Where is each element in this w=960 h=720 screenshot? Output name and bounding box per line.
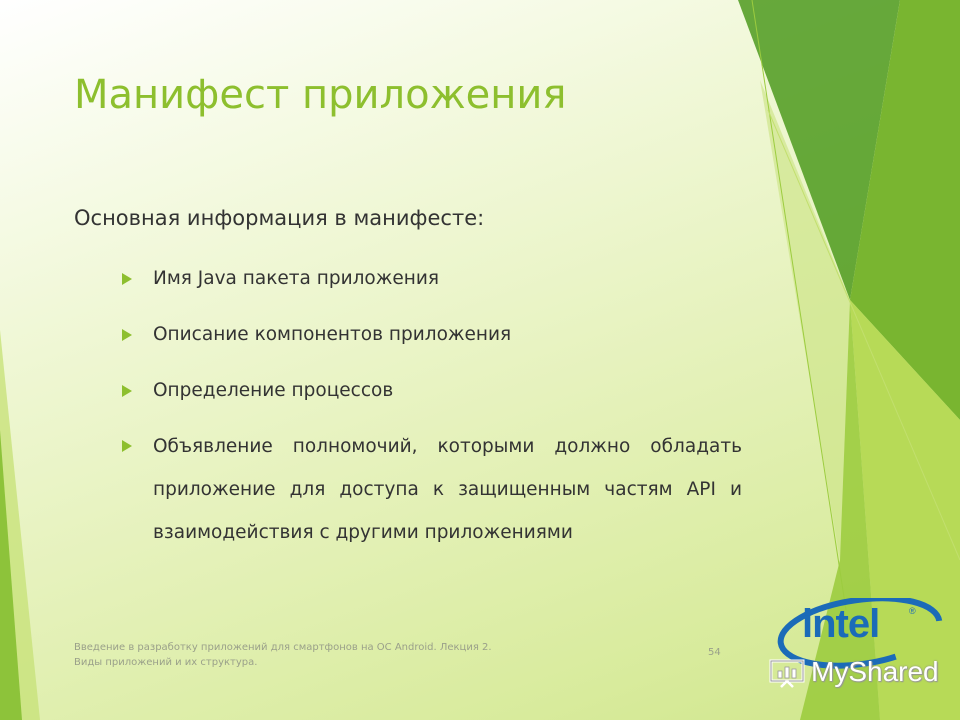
bullet-text: Определение процессов — [153, 380, 394, 401]
bullet-text: Объявление полномочий, которыми должно обладать приложение для доступа к защищенным частям API и взаимодействия с другими приложениями — [153, 436, 742, 543]
presentation-chart-icon — [769, 658, 805, 688]
list-item — [122, 320, 742, 349]
triangle-right-icon — [122, 440, 132, 452]
footer-line-1: Введение в разработку приложений для смартфонов на ОС Android. Лекция 2. — [74, 642, 492, 653]
page-number: 54 — [708, 647, 721, 658]
slide-title: Манифест приложения — [74, 72, 567, 118]
footer-text — [74, 640, 554, 670]
list-item — [122, 264, 742, 293]
triangle-right-icon — [122, 329, 132, 341]
bullet-text: Описание компонентов приложения — [153, 324, 512, 345]
intel-wordmark: intel — [802, 602, 880, 646]
bullet-list — [122, 264, 742, 581]
myshared-text: MyShared — [811, 656, 939, 687]
intel-logo — [765, 598, 945, 698]
myshared-watermark — [769, 656, 941, 690]
footer-line-2: Виды приложений и их структура. — [74, 657, 258, 668]
intro-text: Основная информация в манифесте: — [74, 206, 485, 230]
triangle-right-icon — [122, 385, 132, 397]
list-item — [122, 425, 742, 554]
list-item — [122, 376, 742, 405]
bullet-text: Имя Java пакета приложения — [153, 268, 440, 289]
triangle-right-icon — [122, 273, 132, 285]
registered-mark: ® — [909, 606, 916, 616]
